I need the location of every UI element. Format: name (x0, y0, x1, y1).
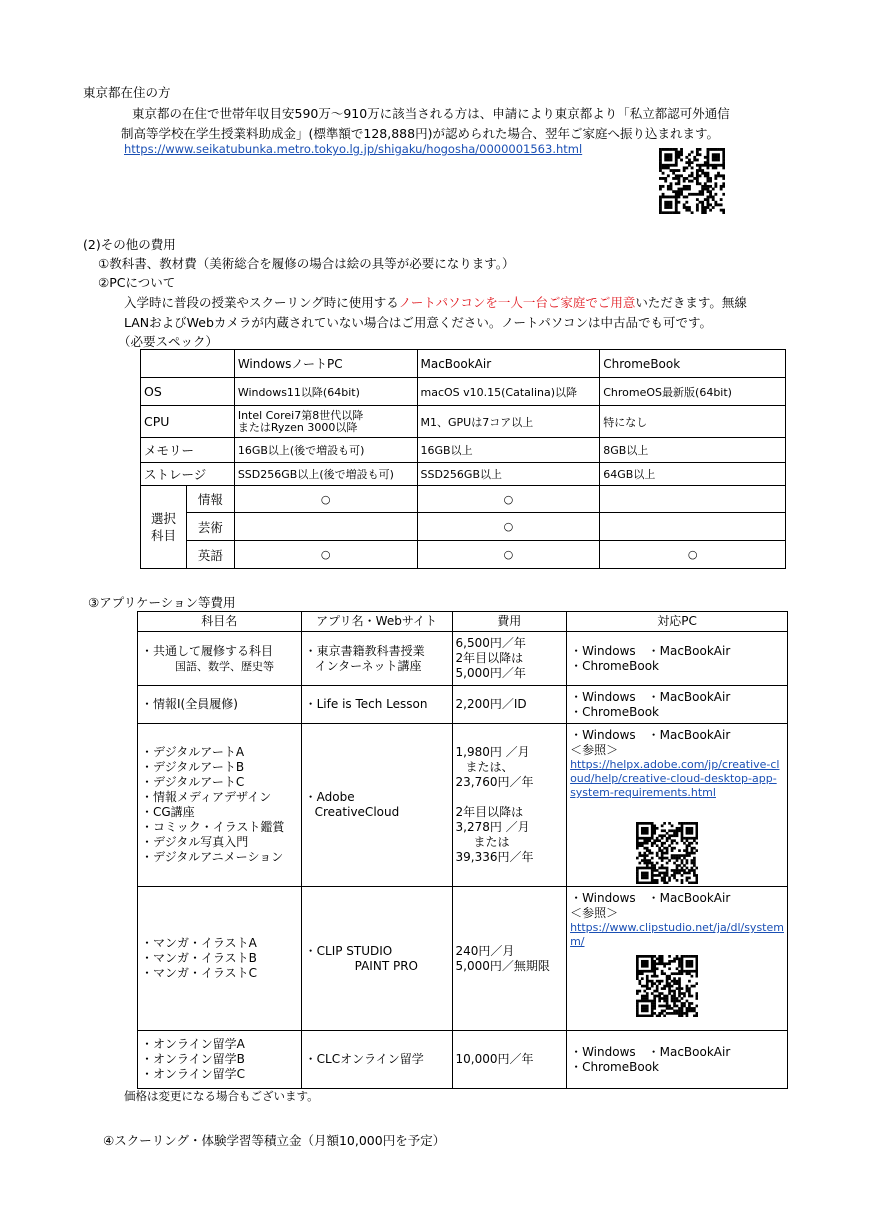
app-cost-line: 2年目以降は (455, 651, 524, 665)
app-row-digital (138, 724, 788, 887)
adobe-requirements-link[interactable] (570, 758, 784, 800)
subject-mark: ○ (417, 541, 600, 569)
pc-note-red: ノートパソコンを一人一台ご家庭でご用意 (398, 295, 636, 310)
tokyo-heading: 東京都在住の方 (83, 85, 171, 100)
link-line: m/ (570, 935, 585, 948)
app-name-line: ・東京書籍教科書授業 (304, 643, 425, 658)
pc-note-line1 (124, 293, 747, 311)
spec-cell: ChromeOS最新版(64bit) (600, 378, 786, 406)
app-subject: ・オンライン留学A (141, 1037, 245, 1051)
spec-cpu-line1: Intel Corei7第8世代以降 (237, 408, 364, 422)
spec-cpu-line2: またはRyzen 3000以降 (237, 420, 358, 434)
tokyo-paragraph-line2: 制高等学校在学生授業料助成金」(標準額で128,888円)が認められた場合、翌年ご家庭へ振り込まれます。 (121, 126, 719, 141)
app-name-line: ・CLIP STUDIO (304, 943, 393, 958)
app-subject-cell (138, 1031, 302, 1089)
subject-mark: ○ (234, 541, 417, 569)
app-subject-cell (138, 724, 302, 887)
app-name-line: インターネット講座 (314, 658, 422, 673)
app-cost-line: 10,000円／年 (452, 1031, 567, 1089)
app-subject: ・コミック・イラスト鑑賞 (141, 820, 285, 834)
link-line: https://www.clipstudio.net/ja/dl/system (570, 921, 784, 934)
spec-label-os: OS (141, 378, 235, 406)
app-cost-line: 2年目以降は (455, 805, 524, 819)
pc-note-text-a: 入学時に普段の授業やスクーリング時に使用する (124, 295, 399, 310)
app-subject-cell (138, 887, 302, 1031)
app-subject: ・CG講座 (141, 805, 195, 819)
spec-table (140, 349, 786, 569)
price-note: 価格は変更になる場合もございます。 (124, 1089, 319, 1103)
app-pc-cell (567, 724, 788, 887)
subject-mark (600, 513, 786, 541)
app-subject: ・マンガ・イラストC (141, 966, 258, 980)
subject-mark (600, 486, 786, 513)
qr-code-icon (659, 148, 725, 214)
app-cost-line: 5,000円／無期限 (455, 958, 550, 973)
spec-cell: 特になし (600, 406, 786, 438)
app-subject: ・情報メディアデザイン (141, 790, 272, 804)
clipstudio-requirements-link[interactable] (570, 921, 784, 949)
select-label-line1: 選択 (150, 511, 176, 526)
spec-row-memory (141, 438, 786, 463)
app-cost-gap (456, 790, 564, 805)
spec-cell: Windows11以降(64bit) (234, 378, 417, 406)
spec-row-subject (141, 486, 786, 513)
spec-cell: M1、GPUは7コア以上 (417, 406, 600, 438)
spec-label: （必要スペック） (118, 334, 219, 349)
app-subject: ・オンライン留学C (141, 1067, 246, 1081)
app-pc-line: ・ChromeBook (570, 704, 659, 719)
app-row-info (138, 686, 788, 724)
app-row-manga (138, 887, 788, 1031)
app-pc-line: ・Windows ・MacBookAir (570, 891, 731, 905)
app-subject: ・マンガ・イラストB (141, 951, 257, 965)
app-pc-line: ・Windows ・MacBookAir (570, 643, 731, 658)
subject-name: 情報 (186, 486, 234, 513)
app-cost-line: 240円／月 (455, 943, 515, 958)
spec-cell: 16GB以上 (417, 438, 600, 463)
app-cost-line: 1,980円 ／月 (455, 745, 530, 759)
subject-mark: ○ (417, 486, 600, 513)
spec-header-mac: MacBookAir (417, 350, 600, 378)
spec-label-cpu: CPU (141, 406, 235, 438)
spec-row-os (141, 378, 786, 406)
app-pc-line: ・ChromeBook (570, 658, 659, 673)
app-name-line: ・Life is Tech Lesson (301, 686, 452, 724)
app-subject: ・デジタル写真入門 (141, 835, 249, 849)
link-line: oud/help/creative-cloud-desktop-app- (570, 772, 777, 785)
app-row-online (138, 1031, 788, 1089)
app-name-line: ・Adobe (304, 790, 355, 804)
qr-code-icon (636, 955, 698, 1017)
app-pc-line: ＜参照＞ (570, 906, 619, 920)
app-header-pc: 対応PC (567, 612, 788, 632)
spec-header-blank (141, 350, 235, 378)
spec-cell: 8GB以上 (600, 438, 786, 463)
spec-row-cpu (141, 406, 786, 438)
app-cost-line: 2,200円／ID (452, 686, 567, 724)
app-pc-cell (567, 686, 788, 724)
spec-cell: SSD256GB以上(後で増設も可) (234, 463, 417, 486)
app-pc-line: ・Windows ・MacBookAir (570, 728, 731, 742)
tokyo-subsidy-link[interactable]: https://www.seikatubunka.metro.tokyo.lg.jp/shigaku/hogosha/0000001563.html (124, 142, 583, 156)
app-subject: ・オンライン留学B (141, 1052, 245, 1066)
select-subject-label (141, 486, 187, 569)
app-cost-cell (452, 887, 567, 1031)
app-subject: ・マンガ・イラストA (141, 936, 257, 950)
app-name-line: ・CLCオンライン留学 (301, 1031, 452, 1089)
app-header-cost: 費用 (452, 612, 567, 632)
app-subject-sub: 国語、数学、歴史等 (175, 659, 274, 673)
app-cost-line: 6,500円／年 (455, 636, 526, 650)
app-pc-cell (567, 887, 788, 1031)
pc-note-text-b: いただきます。無線 (635, 295, 747, 310)
app-header-subject: 科目名 (138, 612, 302, 632)
app-table (137, 611, 788, 1089)
spec-cell: 64GB以上 (600, 463, 786, 486)
qr-code-icon (636, 822, 698, 884)
app-name-cell (301, 724, 452, 887)
app-pc-line: ・Windows ・MacBookAir (570, 689, 731, 704)
app-cost-line: 39,336円／年 (455, 850, 534, 864)
subject-name: 芸術 (186, 513, 234, 541)
app-cost-cell (452, 632, 567, 686)
textbook-item: ①教科書、教材費（美術総合を履修の場合は絵の具等が必要になります。） (98, 256, 515, 271)
app-subject: ・デジタルアートB (141, 760, 245, 774)
spec-header-chrome: ChromeBook (600, 350, 786, 378)
other-expenses-heading: (2)その他の費用 (83, 237, 176, 252)
app-cost-line: 3,278円 ／月 (455, 820, 530, 834)
app-subject: ・共通して履修する科目 (141, 643, 274, 658)
spec-cell: SSD256GB以上 (417, 463, 600, 486)
app-row-common (138, 632, 788, 686)
spec-header-row (141, 350, 786, 378)
link-line: https://helpx.adobe.com/jp/creative-cl (570, 758, 780, 771)
app-name-cell (301, 632, 452, 686)
tokyo-paragraph-line1: 東京都の在住で世帯年収目安590万～910万に該当される方は、申請により東京都より「私立都認可外通信 (132, 106, 730, 121)
app-cost-line: 23,760円／年 (455, 775, 534, 789)
app-heading: ③アプリケーション等費用 (88, 595, 236, 610)
spec-cell (234, 406, 417, 438)
schooling-item: ④スクーリング・体験学習等積立金（月額10,000円を予定） (103, 1133, 446, 1148)
select-label-line2: 科目 (150, 528, 176, 543)
pc-note-line2: LANおよびWebカメラが内蔵されていない場合はご用意ください。ノートパソコンは中古品でも可です。 (124, 315, 713, 330)
app-pc-cell (567, 1031, 788, 1089)
app-subject: ・デジタルアニメーション (141, 850, 284, 864)
spec-cell: 16GB以上(後で増設も可) (234, 438, 417, 463)
app-name-cell (301, 887, 452, 1031)
subject-name: 英語 (186, 541, 234, 569)
app-pc-line: ・Windows ・MacBookAir (570, 1044, 731, 1059)
spec-row-subject (141, 513, 786, 541)
spec-label-memory: メモリー (141, 438, 235, 463)
app-cost-line: または、 (465, 760, 514, 774)
app-pc-cell (567, 632, 788, 686)
app-cost-line: または (473, 835, 510, 849)
app-subject: ・デジタルアートC (141, 775, 245, 789)
subject-mark: ○ (600, 541, 786, 569)
app-subject: ・情報Ⅰ(全員履修) (138, 686, 302, 724)
link-line: system-requirements.html (570, 786, 716, 799)
app-cost-line: 5,000円／年 (455, 666, 526, 680)
app-header-app: アプリ名・Webサイト (301, 612, 452, 632)
app-subject-cell (138, 632, 302, 686)
spec-row-subject (141, 541, 786, 569)
app-pc-line: ・ChromeBook (570, 1059, 659, 1074)
spec-cell: macOS v10.15(Catalina)以降 (417, 378, 600, 406)
app-name-line: CreativeCloud (314, 805, 400, 819)
spec-header-windows: WindowsノートPC (234, 350, 417, 378)
app-pc-line: ＜参照＞ (570, 743, 619, 757)
subject-mark: ○ (234, 486, 417, 513)
app-name-line: PAINT PRO (354, 958, 418, 973)
subject-mark (234, 513, 417, 541)
pc-item: ②PCについて (98, 275, 176, 290)
subject-mark: ○ (417, 513, 600, 541)
app-header-row (138, 612, 788, 632)
app-cost-cell (452, 724, 567, 887)
app-subject: ・デジタルアートA (141, 745, 245, 759)
spec-label-storage: ストレージ (141, 463, 235, 486)
spec-row-storage (141, 463, 786, 486)
